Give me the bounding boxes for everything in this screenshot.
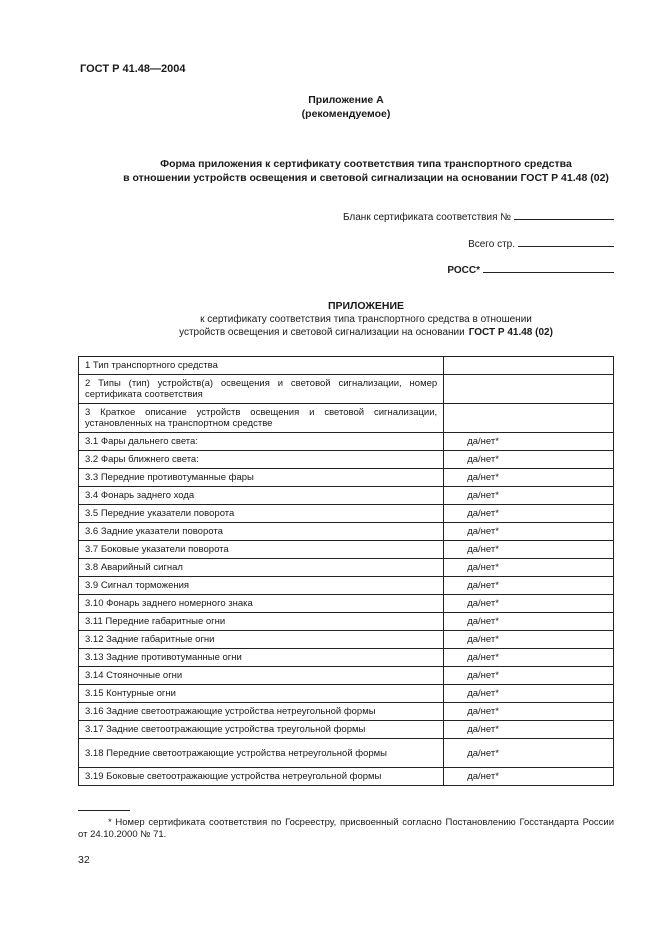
- footnote: * Номер сертификата соответствия по Госреестру, присвоенный согласно Постановлению Госстандарта России от 24.10.2000 № 71.: [78, 817, 614, 840]
- row-label: 3.12 Задние габаритные огни: [85, 634, 215, 645]
- row-value-cell: [444, 768, 614, 786]
- row-label: 3.9 Сигнал торможения: [85, 580, 190, 591]
- row-label-cell: [79, 523, 444, 541]
- row-label-cell: [79, 595, 444, 613]
- row-label-cell: [79, 505, 444, 523]
- table-row: [79, 667, 614, 685]
- certificate-form-field: [343, 209, 614, 223]
- row-label-cell: [79, 649, 444, 667]
- row-value: да/нет*: [467, 562, 499, 573]
- row-value-cell: [444, 667, 614, 685]
- row-value: да/нет*: [467, 634, 499, 645]
- row-value-cell: [444, 595, 614, 613]
- table-row: [79, 451, 614, 469]
- row-label-cell: [79, 487, 444, 505]
- row-label-cell: [79, 685, 444, 703]
- table-row: [79, 559, 614, 577]
- row-label: 3.6 Задние указатели поворота: [85, 526, 223, 537]
- appendix-subtitle-line1: к сертификату соответствия типа транспортного средства в отношении: [200, 314, 532, 325]
- annex-subtitle: (рекомендуемое): [301, 108, 391, 120]
- row-value-cell: [444, 404, 614, 433]
- row-label: 3.4 Фонарь заднего хода: [85, 490, 195, 501]
- appendix-subtitle-text: устройств освещения и световой сигнализации на основании: [179, 327, 465, 338]
- row-value-cell: [444, 451, 614, 469]
- row-value: да/нет*: [467, 436, 499, 447]
- row-value: да/нет*: [467, 580, 499, 591]
- row-value: да/нет*: [467, 454, 499, 465]
- row-value-cell: [444, 559, 614, 577]
- row-value: да/нет*: [467, 771, 499, 782]
- row-value: да/нет*: [467, 544, 499, 555]
- row-label: 3.5 Передние указатели поворота: [85, 508, 235, 519]
- table-row: [79, 631, 614, 649]
- row-label: 3.1 Фары дальнего света:: [85, 436, 198, 447]
- table-row: [79, 433, 614, 451]
- row-label-cell: [79, 433, 444, 451]
- ross-line: [483, 262, 614, 273]
- row-value: да/нет*: [467, 490, 499, 501]
- table-row: [79, 357, 614, 375]
- table-row: [79, 739, 614, 768]
- row-label: 3.10 Фонарь заднего номерного знака: [85, 598, 253, 609]
- table-row: [79, 685, 614, 703]
- row-value-cell: [444, 721, 614, 739]
- form-title-line2: в отношении устройств освещения и световой сигнализации на основании ГОСТ Р 41.48 (02): [123, 172, 609, 184]
- row-value-cell: [444, 613, 614, 631]
- lighting-devices-table: [78, 356, 614, 786]
- row-value-cell: [444, 487, 614, 505]
- row-label-cell: [79, 631, 444, 649]
- row-label-cell: [79, 469, 444, 487]
- row-label: 3.18 Передние светоотражающие устройства нетреугольной формы: [85, 747, 388, 759]
- row-label-cell: [79, 357, 444, 375]
- appendix-subtitle-line2: [40, 327, 661, 338]
- row-value-cell: [444, 469, 614, 487]
- row-label-cell: [79, 541, 444, 559]
- row-label: 3.15 Контурные огни: [85, 688, 176, 699]
- total-pages-line: [518, 236, 614, 247]
- row-value: да/нет*: [467, 526, 499, 537]
- page-number: 32: [78, 854, 90, 866]
- row-value-cell: [444, 739, 614, 768]
- row-label: 3.17 Задние светоотражающие устройства треугольной формы: [85, 724, 366, 735]
- table-row: [79, 505, 614, 523]
- row-label: 3.16 Задние светоотражающие устройства нетреугольной формы: [85, 706, 376, 717]
- row-value-cell: [444, 375, 614, 404]
- annex-title: Приложение А: [308, 94, 384, 106]
- row-value: да/нет*: [467, 508, 499, 519]
- form-title-line1: Форма приложения к сертификату соответствия типа транспортного средства: [160, 158, 572, 170]
- row-value-cell: [444, 649, 614, 667]
- table-row: [79, 721, 614, 739]
- row-label-cell: [79, 451, 444, 469]
- row-value-cell: [444, 577, 614, 595]
- row-value: да/нет*: [467, 472, 499, 483]
- row-label-cell: [79, 721, 444, 739]
- row-label: 3.13 Задние противотуманные огни: [85, 652, 242, 663]
- row-label-cell: [79, 739, 444, 768]
- row-value: да/нет*: [467, 706, 499, 717]
- row-value: да/нет*: [467, 652, 499, 663]
- total-pages-field: [468, 236, 614, 250]
- row-label-cell: [79, 559, 444, 577]
- row-label: 1 Тип транспортного средства: [85, 360, 218, 371]
- row-value-cell: [444, 541, 614, 559]
- row-value: да/нет*: [467, 670, 499, 681]
- row-label: 3.8 Аварийный сигнал: [85, 562, 183, 573]
- appendix-standard: ГОСТ Р 41.48 (02): [468, 327, 553, 338]
- ross-label: РОСС*: [447, 265, 480, 276]
- row-label: 3.2 Фары ближнего света:: [85, 454, 199, 465]
- row-label: 3.7 Боковые указатели поворота: [85, 544, 229, 555]
- row-value: да/нет*: [467, 724, 499, 735]
- row-label-cell: [79, 375, 444, 404]
- row-value-cell: [444, 523, 614, 541]
- row-value-cell: [444, 685, 614, 703]
- row-label-cell: [79, 404, 444, 433]
- row-label-cell: [79, 613, 444, 631]
- row-value: да/нет*: [467, 598, 499, 609]
- row-label: 3.19 Боковые светоотражающие устройства нетреугольной формы: [85, 771, 382, 782]
- row-value-cell: [444, 505, 614, 523]
- row-value-cell: [444, 703, 614, 721]
- table-row: [79, 487, 614, 505]
- row-label: 2 Типы (тип) устройств(а) освещения и световой сигнализации, номер сертификата соответствия: [85, 378, 438, 400]
- row-value: да/нет*: [467, 688, 499, 699]
- row-label: 3.14 Стояночные огни: [85, 670, 183, 681]
- row-value: да/нет*: [467, 747, 499, 759]
- document-header: ГОСТ Р 41.48—2004: [80, 63, 186, 75]
- row-label: 3.3 Передние противотуманные фары: [85, 472, 254, 483]
- appendix-title: ПРИЛОЖЕНИЕ: [327, 300, 405, 312]
- table-row: [79, 404, 614, 433]
- row-value-cell: [444, 433, 614, 451]
- table-row: [79, 469, 614, 487]
- table-row: [79, 541, 614, 559]
- table-row: [79, 649, 614, 667]
- total-pages-label: Всего стр.: [468, 239, 515, 250]
- table-row: [79, 595, 614, 613]
- row-label: 3.11 Передние габаритные огни: [85, 616, 226, 627]
- ross-field: [447, 262, 614, 276]
- row-label-cell: [79, 703, 444, 721]
- table-row: [79, 703, 614, 721]
- table-row: [79, 577, 614, 595]
- table-row: [79, 768, 614, 786]
- row-label-cell: [79, 667, 444, 685]
- table-row: [79, 375, 614, 404]
- certificate-form-line: [514, 209, 614, 220]
- table-row: [79, 523, 614, 541]
- row-value-cell: [444, 357, 614, 375]
- row-value: да/нет*: [467, 616, 499, 627]
- table-row: [79, 613, 614, 631]
- row-value-cell: [444, 631, 614, 649]
- row-label: 3 Краткое описание устройств освещения и световой сигнализации, установленных на транспортном средстве: [85, 407, 438, 429]
- certificate-form-label: Бланк сертификата соответствия №: [342, 212, 511, 223]
- row-label-cell: [79, 768, 444, 786]
- row-label-cell: [79, 577, 444, 595]
- footnote-separator: [78, 810, 130, 811]
